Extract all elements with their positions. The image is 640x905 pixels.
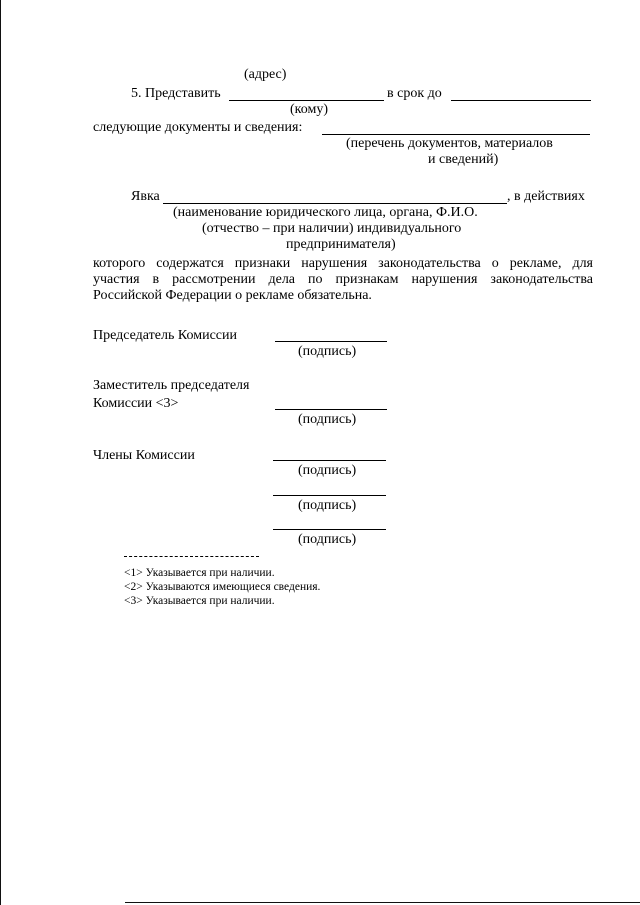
- signature-caption: (подпись): [298, 498, 357, 513]
- deputy-label-line-1: Заместитель председателя: [93, 378, 250, 393]
- signature-caption: (подпись): [298, 344, 357, 359]
- deputy-signature-line: [275, 409, 387, 410]
- member-signature-line-1: [273, 460, 386, 461]
- documents-caption-1: (перечень документов, материалов: [346, 136, 553, 151]
- appearance-caption-1: (наименование юридического лица, органа, Ф.И.О.: [173, 205, 478, 220]
- footnote-3: <3> Указывается при наличии.: [124, 595, 275, 607]
- signature-caption: (подпись): [298, 463, 357, 478]
- scan-bottom-edge: [125, 902, 640, 903]
- footnote-2: <2> Указываются имеющиеся сведения.: [124, 581, 321, 593]
- to-whom-caption: (кому): [290, 102, 329, 117]
- chair-label: Председатель Комиссии: [93, 328, 237, 343]
- footnote-1: <1> Указывается при наличии.: [124, 567, 275, 579]
- address-caption: (адрес): [244, 67, 287, 82]
- present-label: 5. Представить: [131, 86, 221, 101]
- appearance-label: Явка: [131, 189, 160, 204]
- signature-caption: (подпись): [298, 412, 357, 427]
- signature-caption: (подпись): [298, 532, 357, 547]
- members-label: Члены Комиссии: [93, 448, 195, 463]
- body-text-line-1: которого содержатся признаки нарушения законодательства о рекламе, для: [93, 256, 593, 271]
- body-text-line-2: участия в рассмотрении дела по признакам нарушения законодательства: [93, 272, 593, 287]
- appearance-caption-2: (отчество – при наличии) индивидуального: [202, 221, 462, 236]
- scan-left-edge: [0, 0, 1, 905]
- appearance-field-line: [163, 203, 507, 204]
- documents-label: следующие документы и сведения:: [93, 120, 303, 135]
- member-signature-line-3: [273, 529, 386, 530]
- deadline-field-line: [451, 100, 591, 101]
- in-actions-label: , в действиях: [507, 189, 585, 204]
- body-text-line-3: Российской Федерации о рекламе обязательна.: [93, 288, 372, 303]
- deadline-label: в срок до: [387, 86, 442, 101]
- footnote-separator: [124, 556, 259, 557]
- appearance-caption-3: предпринимателя): [286, 237, 396, 252]
- chair-signature-line: [275, 341, 387, 342]
- documents-caption-2: и сведений): [428, 152, 499, 167]
- documents-field-line: [322, 134, 590, 135]
- deputy-label-line-2: Комиссии <3>: [93, 396, 179, 411]
- member-signature-line-2: [273, 495, 386, 496]
- to-whom-field-line: [229, 100, 384, 101]
